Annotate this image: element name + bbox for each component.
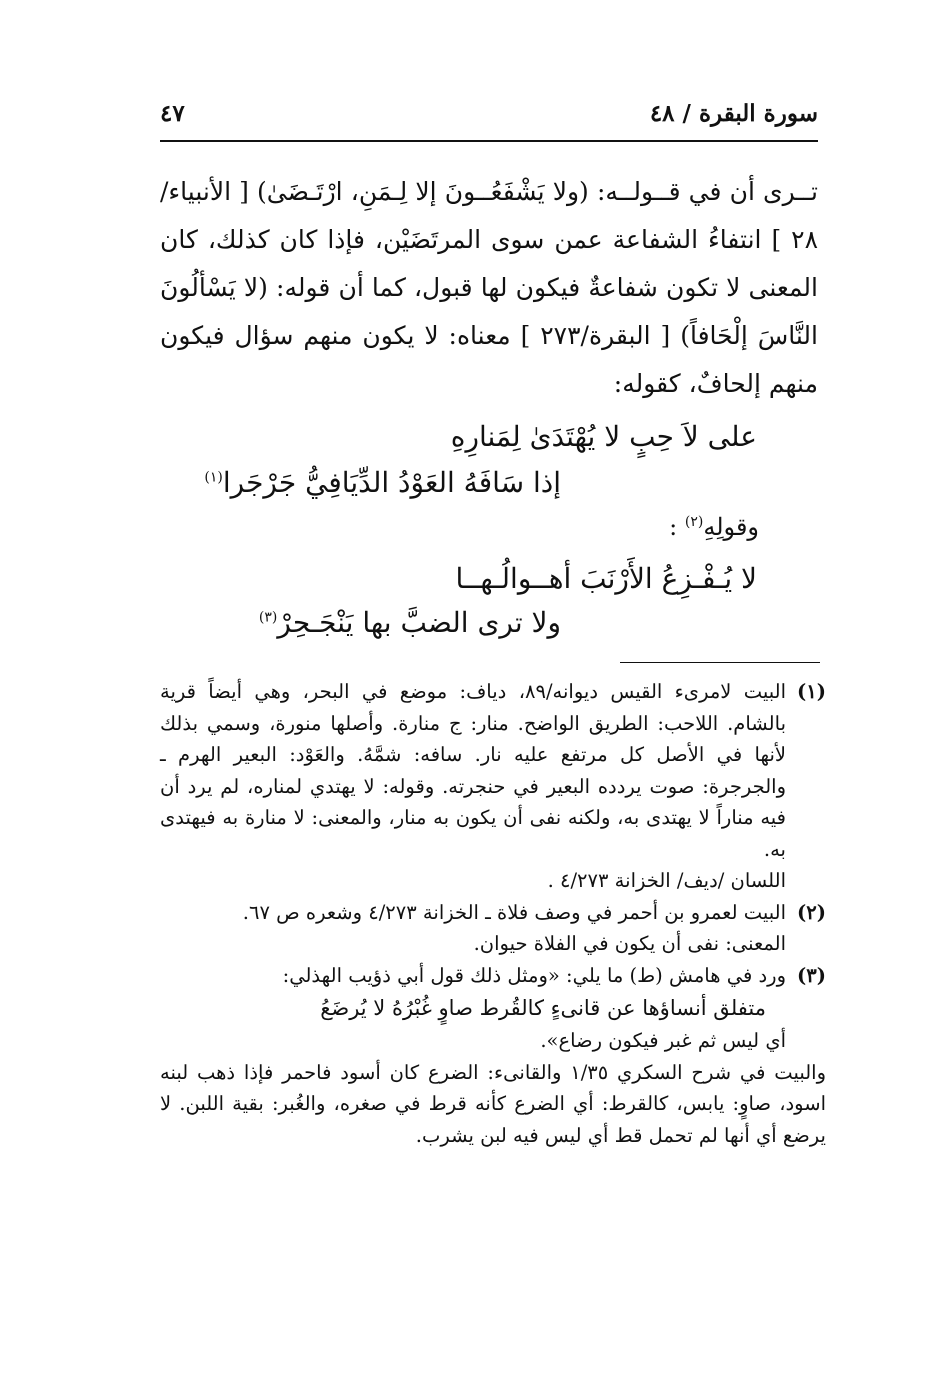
footnote-ref-3: (٣)	[258, 609, 278, 626]
footnote-1-source: اللسان /ديف/ الخزانة ٤/٢٧٣ .	[547, 869, 786, 892]
verse1-hemistich1	[451, 420, 757, 453]
footnote-3-continuation-text: والبيت في شرح السكري ١/٣٥ والقانىء: الضرع كان أسود فاحمر فإذا ذهب لبنه اسود، صاوٍ: يابس، كالقرط: أي الضرع كأنه قرط في صغره، والغُبر: بقية اللبن. لا يرضع أي أنها لم تحمل قط أي ليس فيه لبن يشرب.	[160, 1060, 826, 1147]
footnote-3	[160, 960, 826, 1152]
verse1-hemistich2-text: إذا سَافَهُ العَوْدُ الدِّيَافِيُّ جَرْجَرا	[222, 466, 561, 499]
header-rule	[160, 140, 818, 142]
footnote-3-gloss: أي ليس ثم غبر فيكون رضاع».	[540, 1029, 786, 1052]
main-paragraph: تــرى أن في قــولــه: (ولا يَشْفَعُــونَ إلا لِـمَنِ، ارْتَـضَىٰ) [ الأنبياء/٢٨ ] انتفاءُ الشفاعة عمن سوى المرتَضَيْن، فإذا كان كذلك، كان المعنى لا تكون شفاعةٌ فيكون لها قبول، كما أن قوله: (لا يَسْألُونَ النَّاسَ إلْحَافاً) [ البقرة/٢٧٣ ] معناه: لا يكون منهم سؤال فيكون منهم إلحافٌ، كقوله:	[160, 177, 818, 398]
footnote-3-intro: ورد في هامش (ط) ما يلي: «ومثل ذلك قول أبي ذؤيب الهذلي:	[282, 963, 786, 987]
footnote-ref-1: (١)	[204, 469, 223, 486]
verse2-intro-colon: :	[669, 513, 678, 541]
main-text	[160, 168, 818, 408]
footnote-3-label: (٣)	[797, 963, 826, 987]
footnote-2-text: البيت لعمرو بن أحمر في وصف فلاة ـ الخزانة ٤/٢٧٣ وشعره ص ٦٧.	[242, 900, 786, 924]
footnote-2-meaning: المعنى: نفى أن يكون في الفلاة حيوان.	[473, 932, 786, 955]
verse2-hemistich2-text: ولا ترى الضبَّ بها يَنْجَـحِرْ	[277, 606, 561, 639]
footnote-1	[160, 676, 826, 897]
verse2-hemistich1-text: لا يُـفْـزِعُ الأَرْنَبَ أهــوالُـهــا	[455, 562, 757, 595]
footnote-1-label: (١)	[797, 680, 826, 703]
verse2-intro	[669, 513, 759, 541]
footnote-rule	[620, 662, 820, 663]
footnote-3-poem: متفلق أنساؤها عن قانىءٍ كالقُرط صاوٍ غُبْرُهُ لا يُرضَعُ	[320, 996, 766, 1020]
verse1-hemistich2	[204, 466, 561, 499]
verse2-hemistich1	[455, 562, 757, 595]
verse1-hemistich1-text: على لاَ حِبٍ لا يُهْتَدَىٰ لِمَنارِهِ	[450, 420, 757, 453]
footnote-2	[160, 897, 826, 960]
footnote-2-label: (٢)	[797, 900, 826, 924]
verse2-intro-text: وقولِهِ	[703, 513, 759, 541]
footnotes	[160, 676, 826, 1151]
surah-title: سورة البقرة / ٤٨	[649, 100, 818, 127]
footnote-ref-2: (٢)	[684, 514, 704, 530]
page-number: ٤٧	[160, 100, 185, 127]
running-header	[160, 100, 818, 134]
verse2-hemistich2	[259, 606, 561, 639]
footnote-1-text: البيت لامرىء القيس ديوانه/٨٩، دياف: موضع في البحر، وهي أيضاً قرية بالشام. اللاحب: الطريق الواضح. منار: ج منارة. وأصلها منورة، وسمي بذلك لأنها في الأصل كل مرتفع عليه نار. سافه: شمَّهُ. والعَوْد: البعير الهرم ـ والجرجرة: صوت يردده البعير في حنجرته. وقوله: لا يهتدي لمناره، لم يرد أن فيه مناراً لا يهتدى به، ولكنه نفى أن يكون به منار، والمعنى: لا منارة به فيهتدى به.	[160, 680, 787, 861]
footnote-3-continuation	[160, 1057, 826, 1152]
